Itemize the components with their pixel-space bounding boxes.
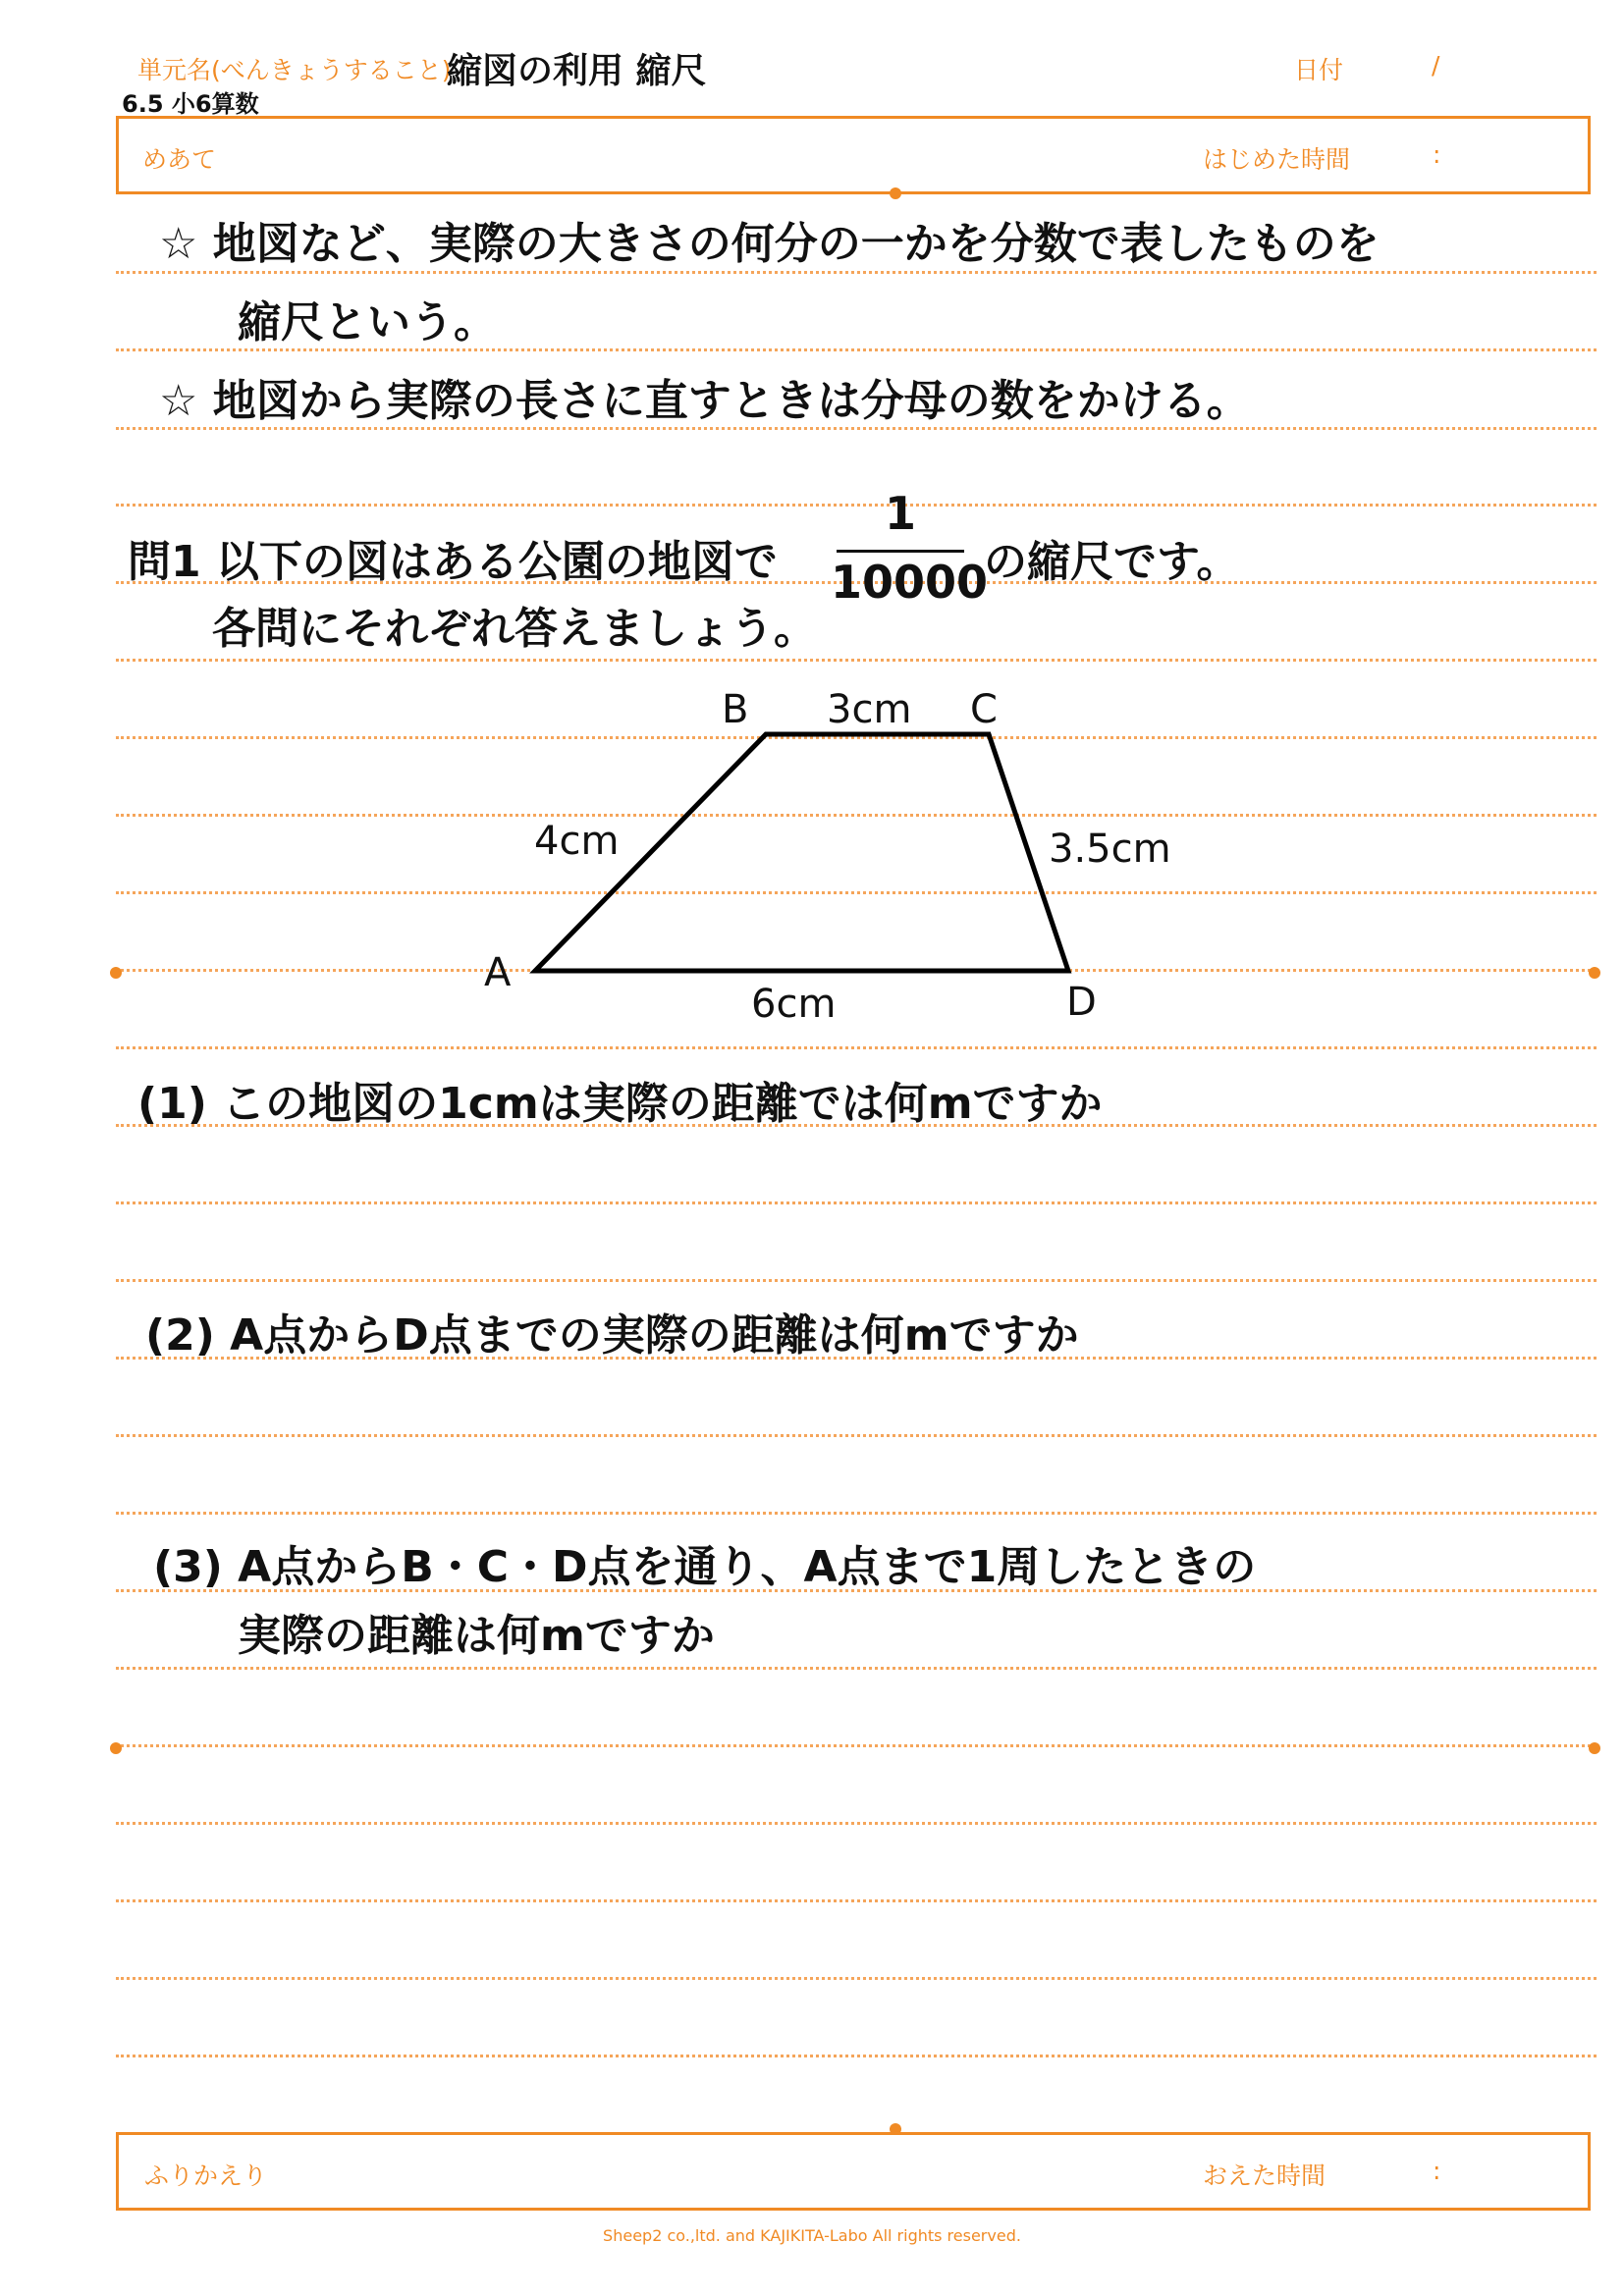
length-bc-label: 3cm: [827, 687, 912, 732]
length-ad-label: 6cm: [751, 982, 837, 1027]
question1-prefix: 問1 以下の図はある公園の地図で: [128, 537, 778, 587]
note-line-1b: 縮尺という。: [238, 297, 497, 347]
subquestion-3-line1: (3) A点からB・C・D点を通り、A点まで1周したときの: [153, 1542, 1257, 1592]
scale-numerator: 1: [884, 487, 916, 540]
point-c-label: C: [970, 687, 998, 732]
subquestion-1: (1) この地図の1cmは実際の距離では何mですか: [137, 1079, 1103, 1129]
length-ab-label: 4cm: [534, 819, 620, 864]
reflection-box: [116, 2132, 1591, 2211]
end-time-separator: :: [1433, 2157, 1441, 2185]
point-d-label: D: [1066, 980, 1097, 1025]
end-time-label: おえた時間: [1203, 2162, 1326, 2190]
length-cd-label: 3.5cm: [1049, 827, 1171, 872]
scale-denominator: 10000: [831, 556, 989, 609]
note-line-2: ☆ 地図から実際の長さに直すときは分母の数をかける。: [159, 376, 1250, 426]
copyright-footer: Sheep2 co.,ltd. and KAJIKITA-Labo All rights reserved.: [603, 2226, 1021, 2245]
start-time-label: はじめた時間: [1203, 145, 1351, 174]
subject-label: 6.5 小6算数: [122, 90, 259, 118]
start-time-separator: :: [1433, 140, 1441, 169]
subquestion-2: (2) A点からD点までの実際の距離は何mですか: [145, 1310, 1079, 1361]
point-b-label: B: [722, 687, 749, 732]
unit-name-label: 単元名(べんきょうすること): [137, 56, 452, 84]
reflection-label: ふりかえり: [144, 2162, 268, 2190]
subquestion-3-line2: 実際の距離は何mですか: [238, 1611, 715, 1661]
question1-line2: 各問にそれぞれ答えましょう。: [212, 604, 817, 654]
goal-label: めあて: [142, 145, 217, 174]
date-label: 日付: [1294, 56, 1344, 84]
question1-suffix: の縮尺です。: [984, 537, 1240, 587]
date-separator: /: [1432, 51, 1440, 80]
point-a-label: A: [484, 950, 512, 995]
page-title: 縮図の利用 縮尺: [447, 51, 707, 91]
note-line-1: ☆ 地図など、実際の大きさの何分の一かを分数で表したものを: [159, 219, 1380, 269]
